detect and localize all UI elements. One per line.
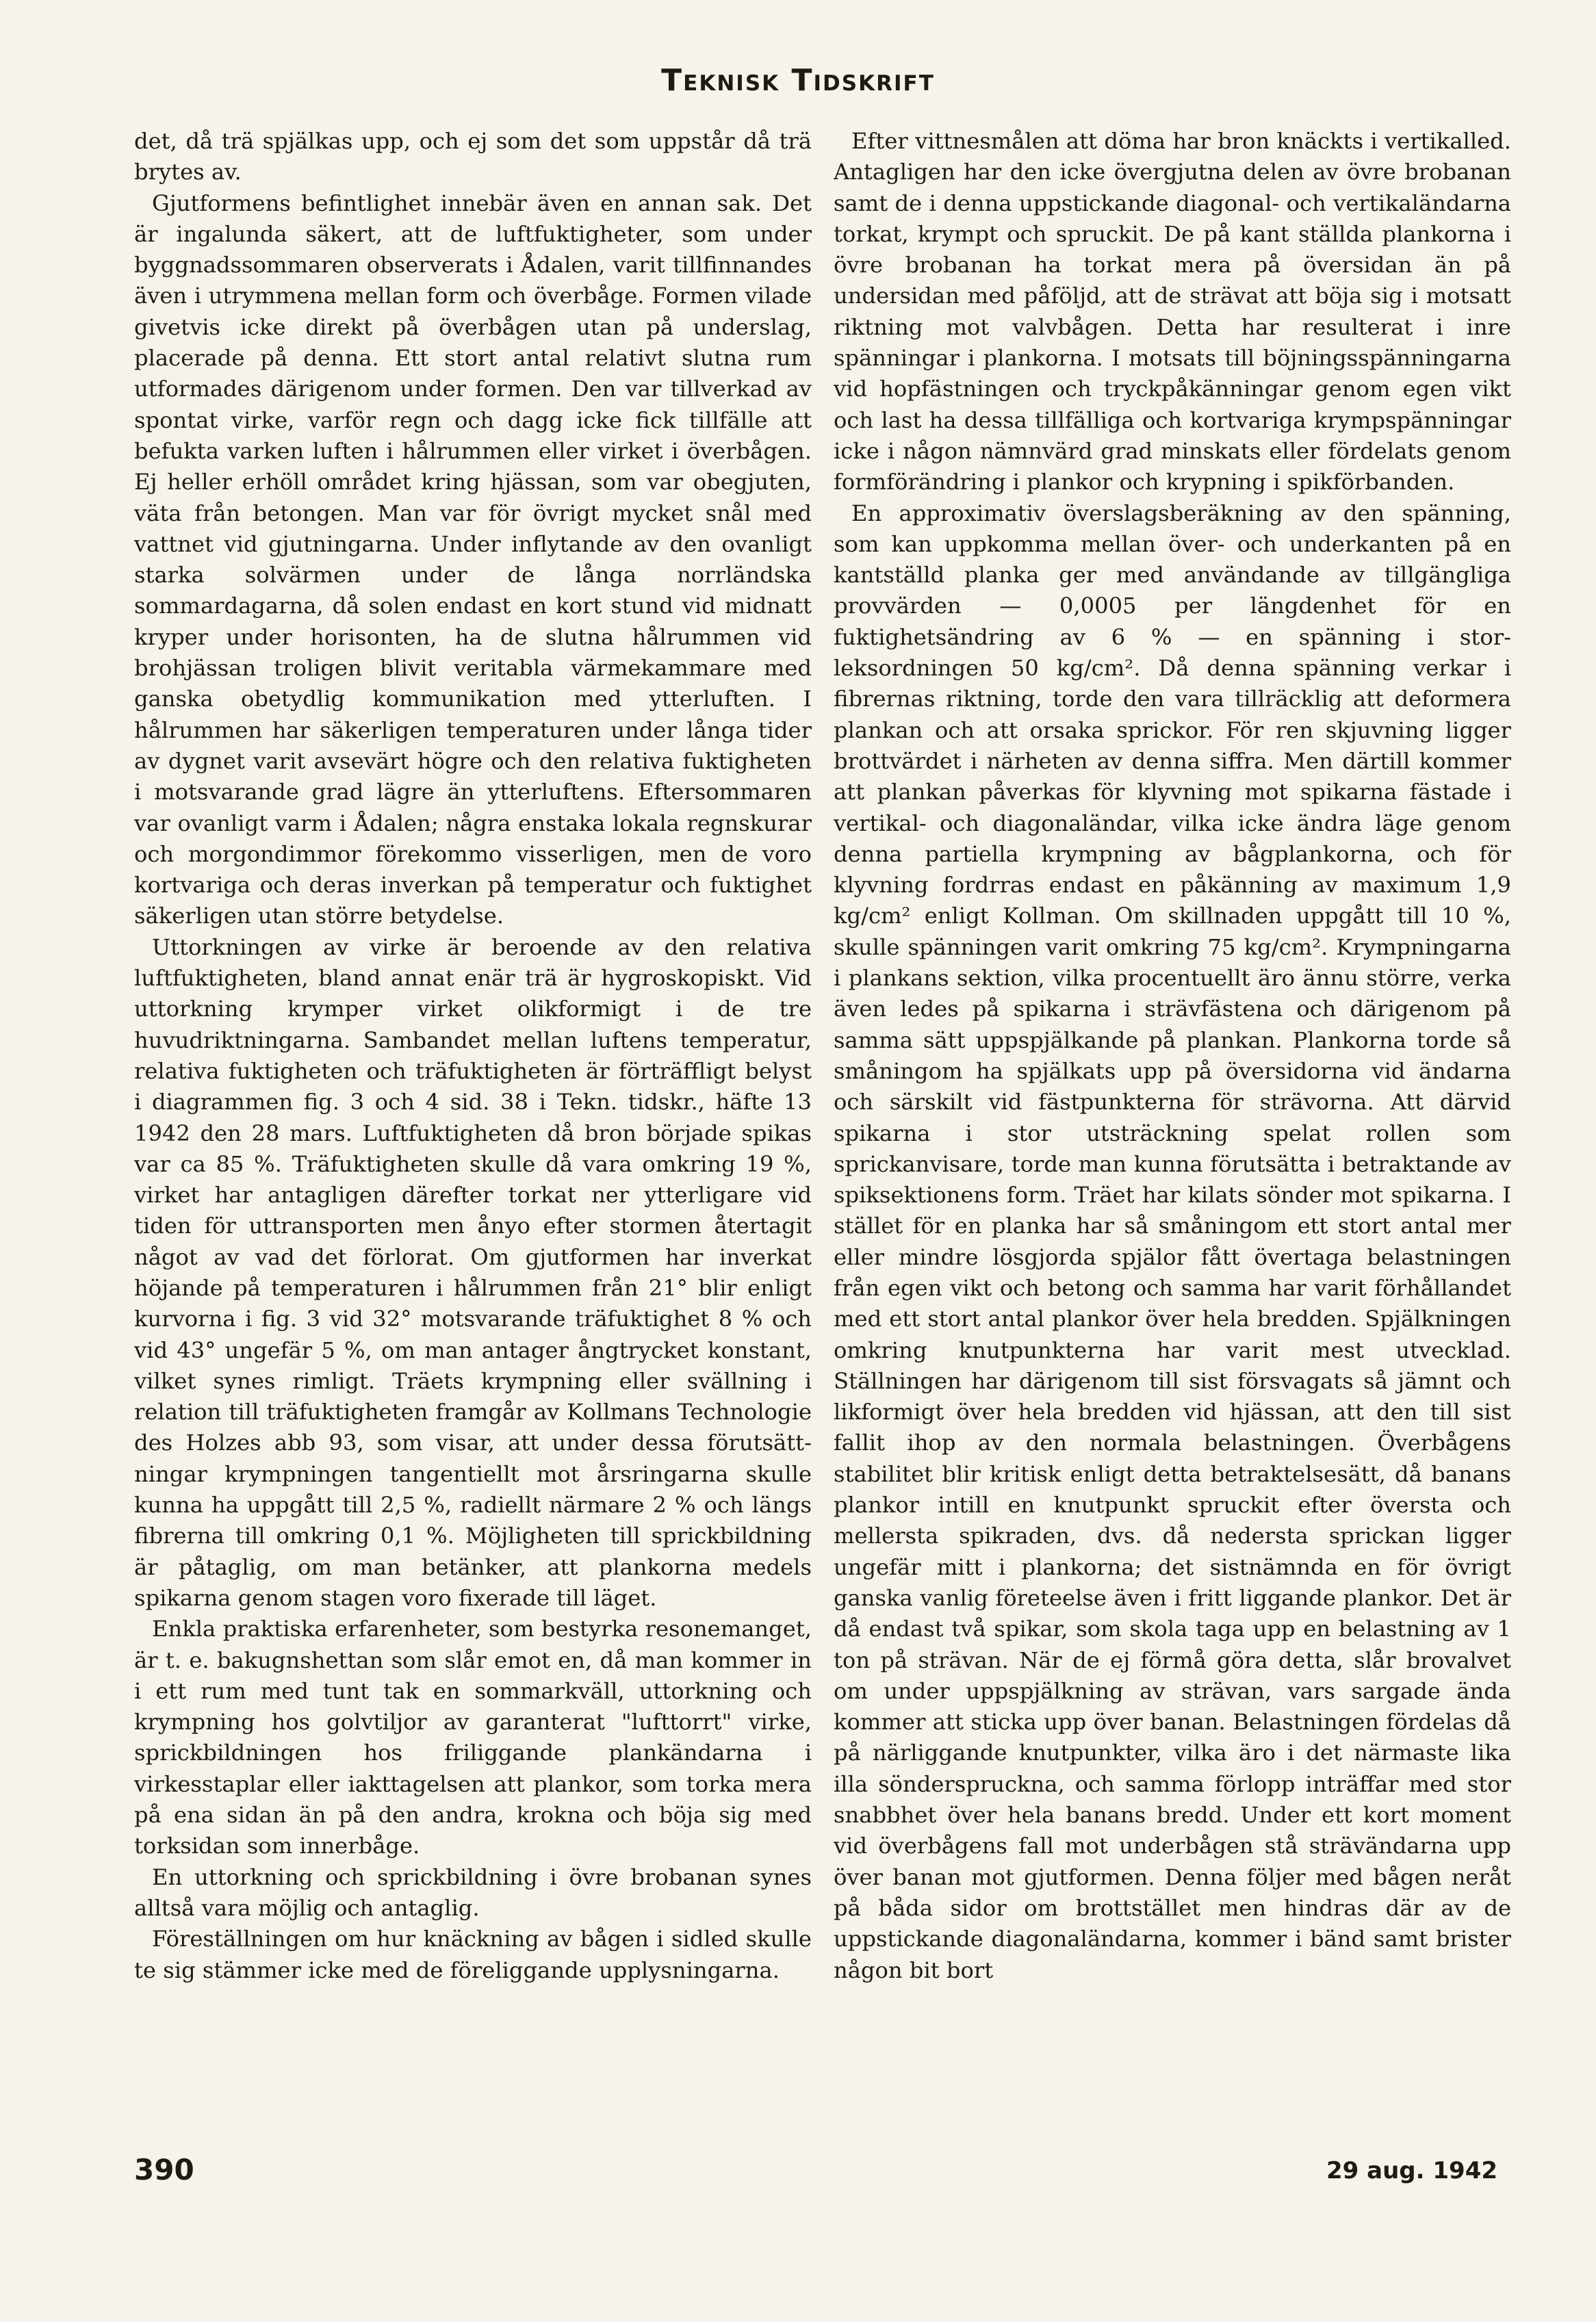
page-number: 390	[134, 2153, 194, 2186]
journal-title: Teknisk Tidskrift	[661, 63, 935, 98]
left-column	[134, 126, 812, 2111]
paragraph: Efter vittnesmålen att döma har bron knäckts i vertikalled. Antagligen har den icke övergjutna delen av övre brobanan samt de i denna uppstickande diagonal- och vertikaländarna torkat, krympt och spruckit. De på kant ställda plankorna i övre brobanan ha torkat mera på översidan än på undersidan med påföljd, att de strävat att böja sig i motsatt riktning mot valvbågen. Detta har resulterat i inre spänningar i plankorna. I motsats till böjningsspänningarna vid hopfästningen och tryckpåkänningar genom egen vikt och last ha dessa tillfälliga och kortvariga krympspänningar icke i någon nämnvärd grad minskats eller fördelats genom formförändring i plankor och krypning i spikförbanden.	[834, 128, 1511, 495]
paragraph: det, då trä spjälkas upp, och ej som det som uppstår då trä brytes av.	[134, 128, 812, 185]
paragraph: Gjutformens befintlighet innebär även en annan sak. Det är ingalunda säkert, att de luftfuktigheter, som under byggnadssommaren observerats i Ådalen, varit tillfinnandes även i utrymmena mellan form och överbåge. Formen vilade givetvis icke direkt på överbågen utan på underslag, placerade på denna. Ett stort antal relativt slutna rum utformades därigenom under formen. Den var tillverkad av spontat virke, varför regn och dagg icke fick tillfälle att befukta varken luften i hålrummen eller virket i överbågen. Ej heller erhöll området kring hjässan, som var obegjuten, väta från betongen. Man var för övrigt mycket snål med vattnet vid gjutningarna. Under inflytande av den ovanligt starka solvärmen under de långa norrländska sommardagarna, då solen endast en kort stund vid midnatt kryper under horisonten, ha de slutna hålrummen vid brohjässan troligen blivit veritabla värmekammare med ganska obetydlig kommunikation med ytterluften. I hålrummen har säkerligen temperaturen under långa tider av dygnet varit avsevärt högre och den relativa fuktigheten i motsvarande grad lägre än ytterluftens. Eftersommaren var ovanligt varm i Ådalen; några enstaka lokala regnskurar och morgondimmor förekommo visserligen, men de voro kortvariga och deras inverkan på temperatur och fuktighet säkerligen utan större betydelse.	[134, 190, 812, 929]
paragraph: Uttorkningen av virke är beroende av den relativa luftfuktigheten, bland annat enär trä är hygroskopiskt. Vid uttorkning krymper virket olikformigt i de tre huvudriktningarna. Sambandet mellan luftens temperatur, relativa fuktigheten och träfuktigheten är förträffligt belyst i diagrammen fig. 3 och 4 sid. 38 i Tekn. tidskr., häfte 13 1942 den 28 mars. Luftfuktigheten då bron började spikas var ca 85 %. Träfuktigheten skulle då vara omkring 19 %, virket har antagligen därefter torkat ner ytterligare vid tiden för uttransporten men ånyo efter stormen återtagit något av vad det förlorat. Om gjutformen har inverkat höjande på temperaturen i hålrummen från 21° blir enligt kurvorna i fig. 3 vid 32° motsvarande träfuktighet 8 % och vid 43° ungefär 5 %, om man antager ångtrycket konstant, vilket synes rimligt. Träets krympning eller svällning i relation till träfuktigheten framgår av Kollmans Technologie des Holzes abb 93, som visar, att under dessa förutsättningar krympningen tangentiellt mot årsringarna skulle kunna ha uppgått till 2,5 %, radiellt närmare 2 % och längs fibrerna till omkring 0,1 %. Möjligheten till sprickbildning är påtaglig, om man betänker, att plankorna medels spikarna genom stagen voro fixerade till läget.	[134, 933, 812, 1611]
right-column	[834, 126, 1511, 2111]
paragraph: Föreställningen om hur knäckning av bågen i sidled skulle te sig stämmer icke med de föreliggande upplysningarna.	[134, 1926, 812, 1983]
issue-date: 29 aug. 1942	[1326, 2157, 1498, 2184]
paragraph: En uttorkning och sprickbildning i övre brobanan synes alltså vara möjlig och antaglig.	[134, 1863, 812, 1921]
paragraph: Enkla praktiska erfarenheter, som bestyrka resonemanget, är t. e. bakugnshettan som slår emot en, då man kommer in i ett rum med tunt tak en sommarkväll, uttorkning och krympning hos golvtiljor av garanterat "lufttorrt" virke, sprickbildningen hos friliggande plankändarna i virkesstaplar eller iakttagelsen att plankor, som torka mera på ena sidan än på den andra, krokna och böja sig med torksidan som innerbåge.	[134, 1616, 812, 1859]
paragraph: En approximativ överslagsberäkning av den spänning, som kan uppkomma mellan över- och underkanten på en kantställd planka ger med användande av tillgängliga provvärden — 0,0005 per längdenhet för en fuktighetsändring av 6 % — en spänning i storleksordningen 50 kg/cm². Då denna spänning verkar i fibrernas riktning, torde den vara tillräcklig att deformera plankan och att orsaka sprickor. För ren skjuvning ligger brottvärdet i närheten av denna siffra. Men därtill kommer att plankan påverkas för klyvning mot spikarna fästade i vertikal- och diagonaländar, vilka icke ändra läge genom denna partiella krympning av bågplankorna, och för klyvning fordrras endast en påkänning av maximum 1,9 kg/cm² enligt Kollman. Om skillnaden uppgått till 10 %, skulle spänningen varit omkring 75 kg/cm². Krympningarna i plankans sektion, vilka procentuellt äro ännu större, verka även ledes på spikarna i strävfästena och därigenom på samma sätt uppspjälkande på plankan. Plankorna torde så småningom ha spjälkats upp på översidorna vid ändarna och särskilt vid fästpunkterna för strävorna. Att därvid spikarna i stor utsträckning spelat rollen som sprickanvisare, torde man kunna förutsätta i betraktande av spiksektionens form. Träet har kilats sönder mot spikarna. I stället för en planka har så småningom ett stort antal mer eller mindre lösgjorda spjälor fått övertaga belastningen från egen vikt och betong och samma har varit förhållandet med ett stort antal plankor över hela bredden. Spjälkningen omkring knutpunkterna har varit mest utvecklad. Ställningen har därigenom till sist försvagats så jämnt och likformigt över hela bredden vid hjässan, att den till sist fallit ihop av den normala belastningen. Överbågens stabilitet blir kritisk enligt detta betraktelsesätt, då banans plankor intill en knutpunkt spruckit efter översta och mellersta spikraden, dvs. då nedersta sprickan ligger ungefär mitt i plankorna; det sistnämnda en för övrigt ganska vanlig företeelse även i fritt liggande plankor. Det är då endast två spikar, som skola taga upp en belastning av 1 ton på strävan. När de ej förmå göra detta, slår brovalvet om under uppspjälkning av strävan, vars sargade ända kommer att sticka upp över banan. Belastningen fördelas då på närliggande knutpunkter, vilka äro i det närmaste lika illa söndersprucknа, och samma förlopp inträffar med stor snabbhet över hela banans bredd. Under ett kort moment vid överbågens fall mot underbågen stå strävändarna upp över banan mot gjutformen. Denna följer med bågen neråt på båda sidor om brottstället men hindras där av de uppstickande diagonaländarna, kommer i bänd samt brister någon bit bort	[834, 500, 1511, 1983]
